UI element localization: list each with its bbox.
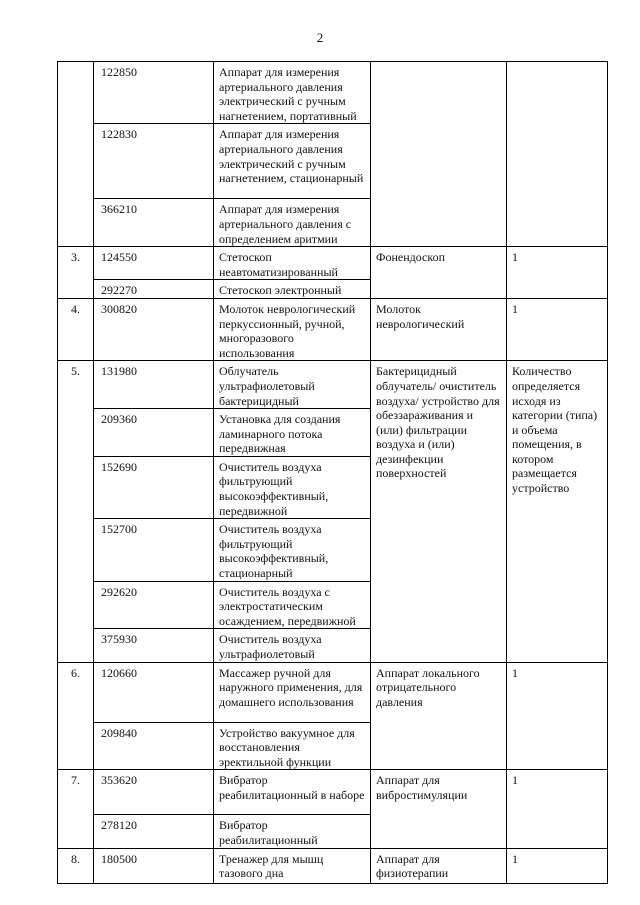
item-code: 180500 — [94, 848, 214, 883]
item-name: Очиститель воздуха фильтрующий высокоэффективный, стационарный — [214, 519, 371, 581]
device-quantity: 1 — [507, 298, 608, 360]
device-quantity — [507, 62, 608, 247]
item-code: 278120 — [94, 815, 214, 848]
page-number: 2 — [316, 30, 324, 45]
table-row — [58, 361, 608, 409]
device-type: Молоток неврологический — [371, 298, 507, 360]
device-quantity: Количество определяется исходя из категории (типа) и объема помещения, в котором размещается устройство — [507, 361, 608, 662]
item-code: 122830 — [94, 124, 214, 199]
item-name: Аппарат для измерения артериального давления электрический с ручным нагнетением, портативный — [214, 62, 371, 124]
item-code: 124550 — [94, 247, 214, 280]
device-type: Аппарат локального отрицательного давления — [371, 662, 507, 770]
device-quantity: 1 — [507, 662, 608, 770]
item-code: 131980 — [94, 361, 214, 409]
row-number: 3. — [58, 247, 94, 299]
item-name: Массажер ручной для наружного применения, для домашнего использования — [214, 662, 371, 722]
item-code: 209360 — [94, 409, 214, 457]
item-name: Очиститель воздуха с электростатическим осаждением, передвижной — [214, 581, 371, 629]
item-name: Вибратор реабилитационный в наборе — [214, 770, 371, 815]
table-row — [58, 62, 608, 124]
row-number: 8. — [58, 848, 94, 883]
item-name: Очиститель воздуха ультрафиолетовый — [214, 629, 371, 662]
row-number: 6. — [58, 662, 94, 770]
item-code: 353620 — [94, 770, 214, 815]
device-type — [371, 62, 507, 247]
row-number — [58, 62, 94, 247]
equipment-table — [57, 61, 608, 884]
item-code: 292620 — [94, 581, 214, 629]
item-code: 375930 — [94, 629, 214, 662]
device-type: Фонендоскоп — [371, 247, 507, 299]
item-code: 300820 — [94, 298, 214, 360]
table-row — [58, 848, 608, 883]
item-code: 366210 — [94, 199, 214, 247]
item-name: Аппарат для измерения артериального давления электрический с ручным нагнетением, стационарный — [214, 124, 371, 199]
item-name: Вибратор реабилитационный — [214, 815, 371, 848]
device-type: Бактерицидный облучатель/ очиститель воздуха/ устройство для обеззараживания и (или) фильтрации воздуха и (или) дезинфекции поверхностей — [371, 361, 507, 662]
item-name: Аппарат для измерения артериального давления с определением аритмии — [214, 199, 371, 247]
item-name: Тренажер для мышц тазового дна — [214, 848, 371, 883]
item-name: Стетоскоп неавтоматизированный — [214, 247, 371, 280]
table-row — [58, 298, 608, 360]
table-row — [58, 770, 608, 815]
device-quantity: 1 — [507, 848, 608, 883]
item-code: 122850 — [94, 62, 214, 124]
equipment-table-body — [58, 62, 608, 884]
row-number: 4. — [58, 298, 94, 360]
item-name: Очиститель воздуха фильтрующий высокоэффективный, передвижной — [214, 456, 371, 518]
row-number: 5. — [58, 361, 94, 662]
item-code: 120660 — [94, 662, 214, 722]
item-code: 292270 — [94, 280, 214, 299]
table-row — [58, 247, 608, 280]
item-name: Стетоскоп электронный — [214, 280, 371, 299]
device-type: Аппарат для вибростимуляции — [371, 770, 507, 848]
item-name: Облучатель ультрафиолетовый бактерицидный — [214, 361, 371, 409]
item-name: Устройство вакуумное для восстановления эректильной функции — [214, 722, 371, 770]
item-name: Установка для создания ламинарного потока передвижная — [214, 409, 371, 457]
device-quantity: 1 — [507, 247, 608, 299]
device-quantity: 1 — [507, 770, 608, 848]
item-code: 209840 — [94, 722, 214, 770]
table-row — [58, 662, 608, 722]
item-code: 152690 — [94, 456, 214, 518]
row-number: 7. — [58, 770, 94, 848]
device-type: Аппарат для физиотерапии — [371, 848, 507, 883]
item-name: Молоток неврологический перкуссионный, ручной, многоразового использования — [214, 298, 371, 360]
item-code: 152700 — [94, 519, 214, 581]
